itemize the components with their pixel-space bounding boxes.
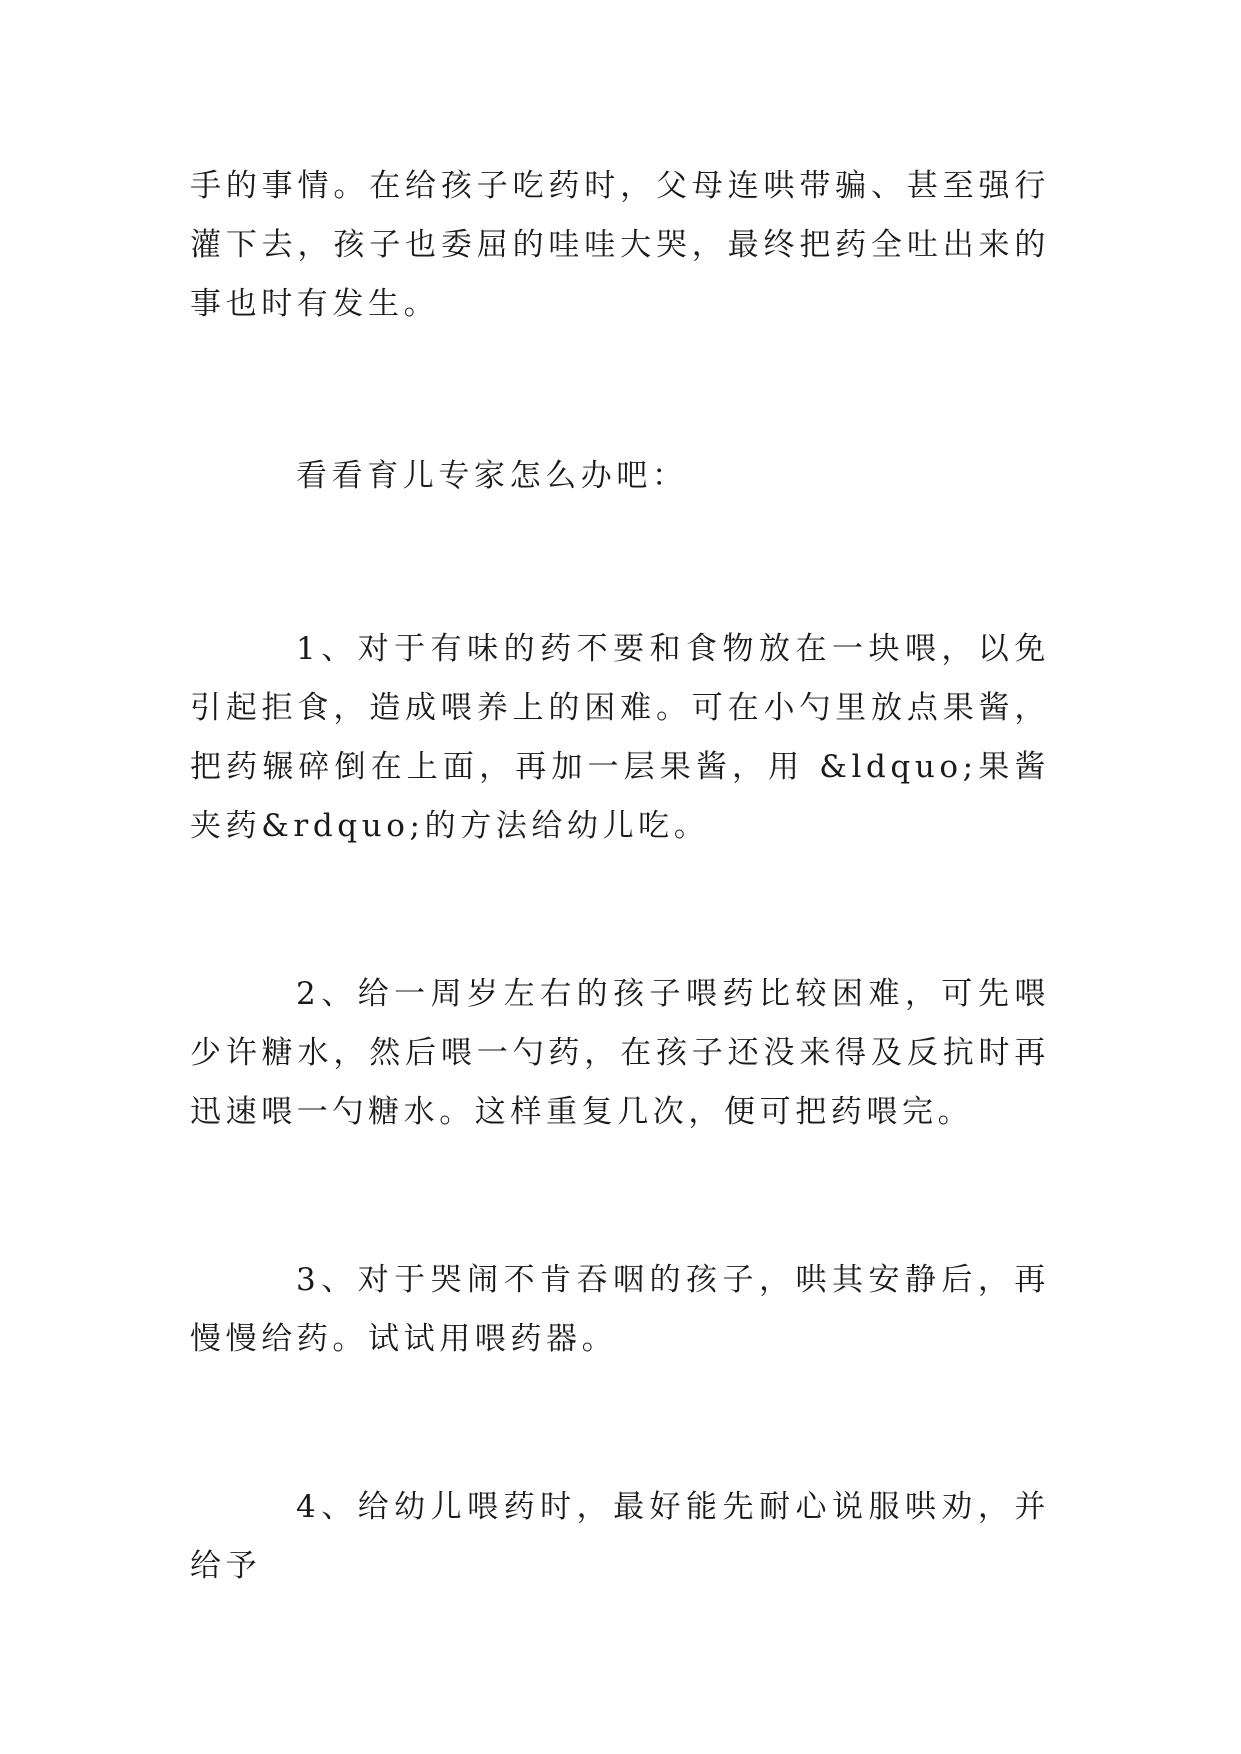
paragraph-continuation: 手的事情。在给孩子吃药时，父母连哄带骗、甚至强行灌下去，孩子也委屈的哇哇大哭，最终把药全吐出来的事也时有发生。 (190, 168, 1050, 322)
paragraph-tip-3: 3、对于哭闹不肯吞咽的孩子，哄其安静后，再慢慢给药。试试用喂药器。 (190, 1262, 1050, 1357)
paragraph-tip-1: 1、对于有味的药不要和食物放在一块喂，以免引起拒食，造成喂养上的困难。可在小勺里放点果酱，把药辗碎倒在上面，再加一层果酱，用 &ldquo;果酱夹药&rdquo;的方法给幼儿吃。 (190, 631, 1050, 844)
paragraph-tip-4: 4、给幼儿喂药时，最好能先耐心说服哄劝，并给予 (190, 1489, 1050, 1584)
paragraph-intro: 看看育儿专家怎么办吧： (296, 458, 688, 494)
paragraph-tip-2: 2、给一周岁左右的孩子喂药比较困难，可先喂少许糖水，然后喂一勺药，在孩子还没来得及反抗时再迅速喂一勺糖水。这样重复几次，便可把药喂完。 (190, 976, 1050, 1130)
